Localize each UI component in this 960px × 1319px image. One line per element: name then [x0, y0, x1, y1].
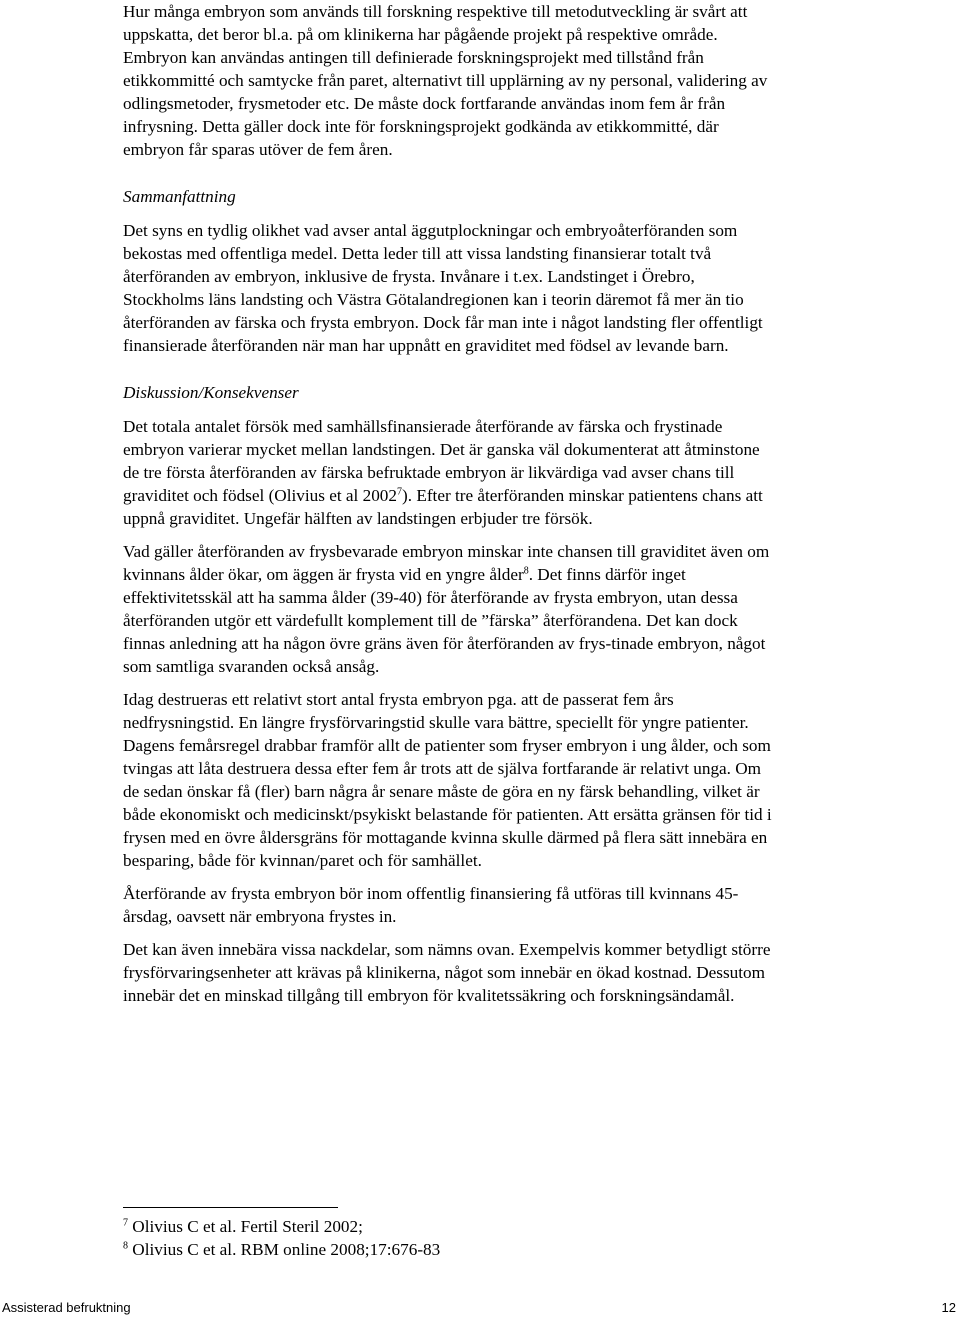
- diskussion-paragraph-4: Återförande av frysta embryon bör inom offentlig finansiering få utföras till kvinnans 45-årsdag, oavsett när embryona frystes in.: [123, 884, 739, 926]
- footnote-ref-8[interactable]: 8: [523, 565, 529, 577]
- intro-paragraph: Hur många embryon som används till forskning respektive till metodutveckling är svårt att uppskatta, det beror bl.a. på om klinikerna har pågående projekt på respektive område. Embryon kan användas antingen till definierade forskningsprojekt med tillstånd från etikkommitté och samtycke från paret, alternativt till upplärning av ny personal, validering av odlingsmetoder, frysmetoder etc. De måste dock fortfarande användas inom fem år från infrysning. Detta gäller dock inte för forskningsprojekt godkända av etikkommitté, där embryon får sparas utöver de fem åren.: [123, 2, 768, 159]
- footnote-ref-7[interactable]: 7: [397, 486, 402, 498]
- diskussion-paragraph-5: Det kan även innebära vissa nackdelar, som nämns ovan. Exempelvis kommer betydligt större frysförvaringsenheter att krävas på klinikerna, något som innebär en ökad kostnad. Dessutom innebär det en minskad tillgång till embryon för kvalitetssäkring och forskningsändamål.: [123, 940, 771, 1005]
- diskussion-paragraph-3: Idag destrueras ett relativt stort antal frysta embryon pga. att de passerat fem års nedfrysningstid. En längre frysförvaringstid skulle vara bättre, speciellt för yngre patienter. Dagens femårsregel drabbar framför allt de patienter som fryser embryon i ung ålder, och som tvingas att låta destruera dessa efter fem år trots att de själva fortfarande är relativt unga. Om de sedan önskar få (fler) barn några år senare måste de göra en ny färsk behandling, vilket är både ekonomiskt och medicinskt/psykiskt belastande för patienten. Att ersätta gränsen för tid i frysen med en övre åldersgräns för mottagande kvinna skulle därmed på flera sätt innebära en besparing, både för kvinnan/paret och för samhället.: [123, 690, 772, 870]
- footnote-divider: [123, 1207, 338, 1208]
- footnote-text: Olivius C et al. Fertil Steril 2002;: [132, 1217, 363, 1236]
- diskussion-paragraph-2: Vad gäller återföranden av frysbevarade embryon minskar inte chansen till graviditet även om kvinnans ålder ökar, om äggen är frysta vid en yngre ålder$^8$. Det finns därför inget effektivitetsskäl att ha samma ålder (39-40) för återförande av frysta embryon, utan dessa återföranden utgör ett värdefullt komplement till de ”färska” återförandena. Det kan dock finnas anledning att ha någon övre gräns även för återföranden av frys-tinade embryon, något som samtliga svaranden också ansåg.: [123, 542, 770, 676]
- footnotes: [123, 1215, 773, 1261]
- footnote-number: 7: [123, 1217, 128, 1229]
- page-footer: [0, 1296, 960, 1314]
- sammanfattning-paragraph: Det syns en tydlig olikhet vad avser antal äggutplockningar och embryoåterföranden som bekostas med offentliga medel. Detta leder till att vissa landsting finansierar totalt två återföranden av embryon, inklusive de frysta. Invånare i t.ex. Landstinget i Örebro, Stockholms läns landsting och Västra Götalandregionen kan i teorin däremot få mer än tio återföranden av färska och frysta embryon. Dock får man inte i något landsting fler offentligt finansierade återföranden när man har uppnått en graviditet med födsel av levande barn.: [123, 221, 763, 355]
- footnote-7: [123, 1215, 773, 1238]
- footnote-number: 8: [123, 1240, 128, 1252]
- diskussion-paragraph-1: Det totala antalet försök med samhällsfinansierade återförande av färska och frystinade embryon varierar mycket mellan landstingen. Det är ganska väl dokumenterat att åtminstone de tre första återföranden av färska befruktade embryon är likvärdiga vad avser chans till graviditet och födsel (Olivius et al 2002$^7$). Efter tre återföranden minskar patientens chans att uppnå graviditet. Ungefär hälften av landstingen erbjuder tre försök.: [123, 417, 763, 528]
- page-number: 12: [941, 1300, 956, 1315]
- section-heading-diskussion: Diskussion/Konsekvenser: [123, 383, 299, 402]
- footnote-text: Olivius C et al. RBM online 2008;17:676-83: [132, 1240, 441, 1259]
- footnote-8: [123, 1238, 773, 1261]
- document-body: [123, 0, 773, 1017]
- section-heading-sammanfattning: Sammanfattning: [123, 187, 236, 206]
- footer-title: Assisterad befruktning: [2, 1300, 131, 1315]
